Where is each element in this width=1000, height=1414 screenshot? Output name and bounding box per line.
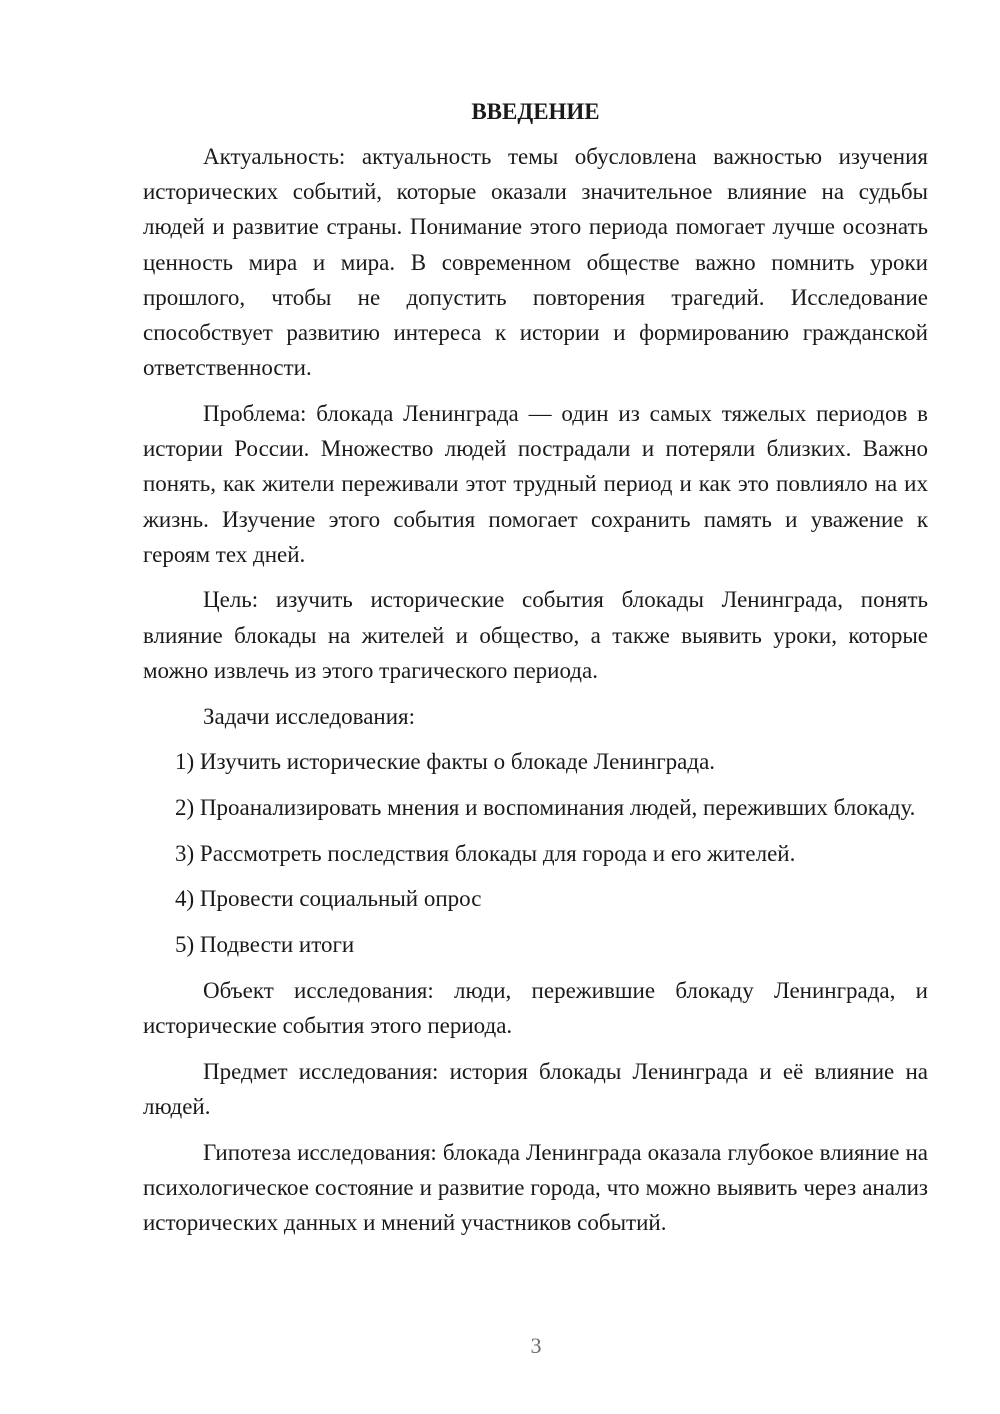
task-item-1: 1) Изучить исторические факты о блокаде Ленинграда. bbox=[175, 749, 716, 775]
task-item-4: 4) Провести социальный опрос bbox=[175, 886, 482, 912]
subject-paragraph: Предмет исследования: история блокады Ленинграда и её влияние на людей. bbox=[143, 1058, 928, 1119]
tasks-heading: Задачи исследования: bbox=[203, 703, 416, 729]
task-item-3: 3) Рассмотреть последствия блокады для города и его жителей. bbox=[175, 840, 796, 866]
page-content bbox=[143, 94, 928, 1251]
task-item-5: 5) Подвести итоги bbox=[175, 932, 355, 958]
page-number: 3 bbox=[530, 1333, 542, 1358]
object-paragraph: Объект исследования: люди, пережившие блокаду Ленинграда, и исторические события этого периода. bbox=[143, 977, 928, 1038]
problem-paragraph: Проблема: блокада Ленинграда — один из самых тяжелых периодов в истории России. Множество людей пострадали и потеряли близких. Важно понять, как жители переживали этот трудный период и как это повлияло на их жизнь. Изучение этого события помогает сохранить память и уважение к героям тех дней. bbox=[143, 400, 928, 567]
relevance-paragraph: Актуальность: актуальность темы обусловлена важностью изучения исторических событий, которые оказали значительное влияние на судьбы людей и развитие страны. Понимание этого периода помогает лучше осознать ценность мира и мира. В современном обществе важно помнить уроки прошлого, чтобы не допустить повторения трагедий. Исследование способствует развитию интереса к истории и формированию гражданской ответственности. bbox=[143, 144, 928, 381]
goal-paragraph: Цель: изучить исторические события блокады Ленинграда, понять влияние блокады на жителей и общество, а также выявить уроки, которые можно извлечь из этого трагического периода. bbox=[143, 587, 928, 683]
hypothesis-paragraph: Гипотеза исследования: блокада Ленинграда оказала глубокое влияние на психологическое состояние и развитие города, что можно выявить через анализ исторических данных и мнений участников событий. bbox=[143, 1139, 928, 1235]
section-title: ВВЕДЕНИЕ bbox=[471, 99, 600, 124]
task-item-2: 2) Проанализировать мнения и воспоминания людей, переживших блокаду. bbox=[175, 794, 916, 820]
